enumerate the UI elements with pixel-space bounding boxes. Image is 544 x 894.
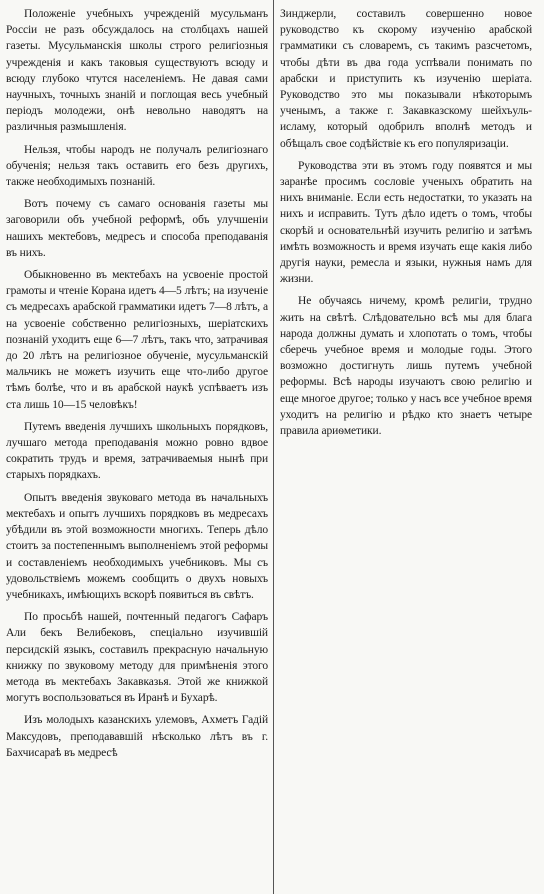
paragraph: Вотъ почему съ самаго основанія газеты мы заговорили объ учебной реформѣ, объ улучшеніи нашихъ мектебовъ, медресъ и способа преподаванія въ нихъ. [6,198,268,259]
paragraph: Руководства эти въ этомъ году появятся и мы заранѣе просимъ сословіе ученыхъ обратить на нихъ вниманіе. Если есть недостатки, то указать на нихъ и исправить. Тутъ дѣло идетъ о томъ, чтобы скорѣй и основательнѣй изучить религію и затѣмъ имѣть возможность и время изучать еще какія либо другія науки, ремесла и языки, нужныя намъ для жизни. [280,159,532,286]
paragraph: Путемъ введенія лучшихъ школьныхъ порядковъ, лучшаго метода преподаванія можно ровно вдвое сократить трудъ и время, затрачиваемыя нынѣ при старыхъ порядкахъ. [6,420,268,482]
paragraph: Зинджерли, составилъ совершенно новое руководство къ скорому изученію арабской грамматики съ словаремъ, съ такимъ разсчетомъ, чтобы дѣти въ два года успѣвали понимать по арабски и приступить къ изученію шеріата. Руководство это мы показывали нѣкоторымъ ученымъ, а также г. Закавказскому шейхъуль-исламу, который одобрилъ вполнѣ методъ и обѣщалъ свое содѣйствіе къ его популяризаціи. [280,8,532,150]
column-divider [273,0,274,894]
paragraph: Не обучаясь ничему, кромѣ религіи, трудно жить на свѣтѣ. Слѣдовательно всѣ мы для блага народа должны думать и хлопотать о томъ, чтобы сберечь учебное время и молодые годы. Этого возможно достигнуть лишь путемъ учебной реформы. Всѣ народы изучаютъ свою религію и еще многое другое; только у насъ все учебное время уходитъ на религію и рѣдко кто знаетъ четыре правила ариѳметики. [280,295,532,438]
paragraph: Обыкновенно въ мектебахъ на усвоеніе простой грамоты и чтеніе Корана идетъ 4—5 лѣтъ; на изученіе съ медресахъ арабской грамматики идетъ 7—8 лѣтъ, а на усвоеніе собственно религіозныхъ, шеріатскихъ познаній уходитъ еще 6—7 лѣтъ, такъ что, затрачивая до 20 лѣтъ на религіозное обученіе, мусульманскій мальчикъ не можетъ изучить еще что-либо другое тѣмъ болѣе, что и въ арабской наукѣ успѣваетъ изъ ста лишь 10—15 человѣкъ! [6,269,268,411]
paragraph: Опытъ введенія звуковаго метода въ начальныхъ мектебахъ и опытъ лучшихъ порядковъ въ медресахъ убѣдили въ этой возможности многихъ. Теперь дѣло стоитъ за постепеннымъ выполненіемъ этой реформы и составленіемъ необходимыхъ учебниковъ. Мы съ удовольствіемъ можемъ сообщить о двухъ новыхъ учебникахъ, имѣющихъ вскорѣ появиться въ свѣтъ. [6,491,268,601]
paragraph: Положеніе учебныхъ учрежденій мусульманъ Россіи не разъ обсуждалось на столбцахъ нашей газеты. Мусульманскія школы строго религіозныя учрежденія и какъ таковыя существуютъ всюду и всюду глубоко чтутся населеніемъ. Не давая сами научныхъ, точныхъ знаній и поглощая весь учебный періодъ молодежи, онѣ невольно наводятъ на различныя размышленія. [6,8,268,134]
paragraph: По просьбѣ нашей, почтенный педагогъ Сафаръ Али бекъ Велибековъ, спеціально изучившій персидскій языкъ, составилъ прекрасную начальную книжку по звуковому методу для примѣненія этого метода въ мектебахъ Закавказья. Этой же книжкой могутъ воспользоваться въ Иранѣ и Бухарѣ. [6,611,268,705]
left-column [6,6,268,767]
right-column [280,6,532,445]
paragraph: Изъ молодыхъ казанскихъ улемовъ, Ахметъ Гадій Максудовъ, преподававшій нѣсколько лѣтъ въ г. Бахчисараѣ въ медресѣ [6,714,268,759]
paragraph: Нельзя, чтобы народъ не получалъ религіознаго обученія; нельзя такъ оставить его безъ другихъ, также необходимыхъ познаній. [6,143,268,189]
